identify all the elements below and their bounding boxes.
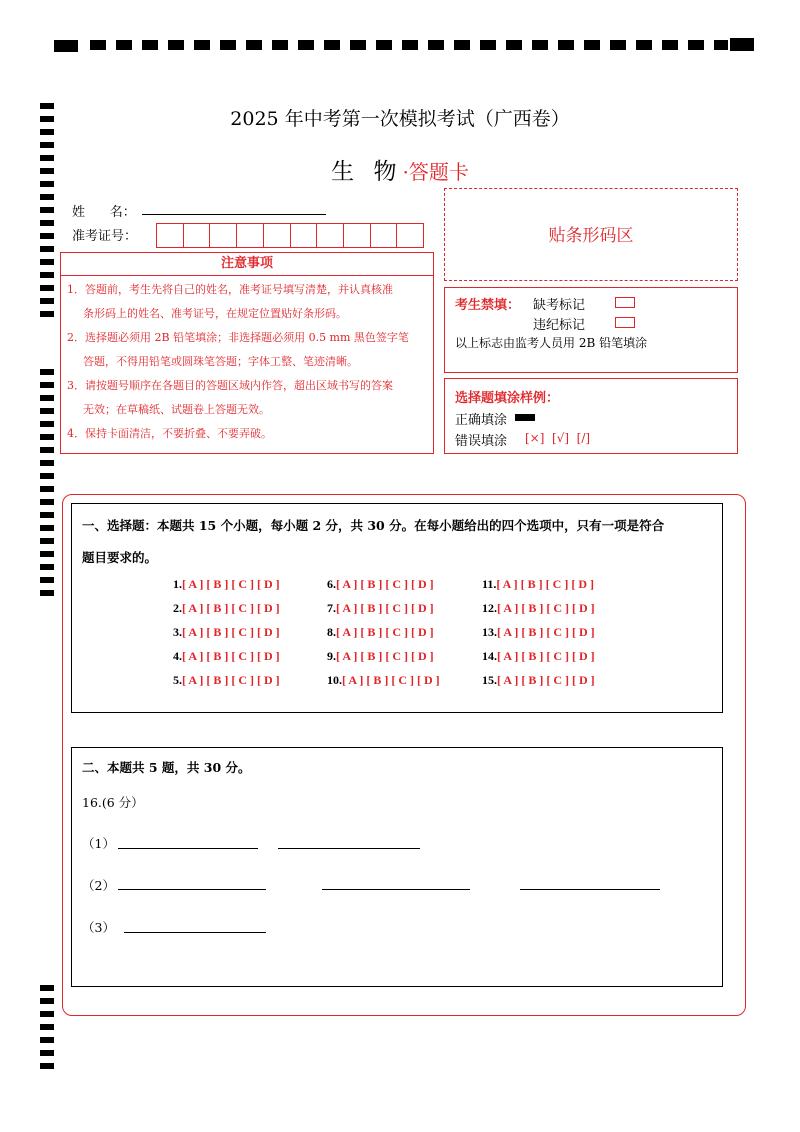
absent-label: 缺考标记 [533, 298, 586, 313]
choice-options[interactable]: [ A ] [ B ] [ C ] [ D ] [336, 649, 434, 663]
note-line: 3．请按题号顺序在各题目的答题区域内作答，超出区域书写的答案 [67, 379, 393, 392]
question-number: 11. [482, 577, 497, 591]
id-digit-box[interactable] [237, 224, 264, 247]
choice-options[interactable]: [ A ] [ B ] [ C ] [ D ] [182, 601, 280, 615]
id-digit-box[interactable] [291, 224, 318, 247]
note-line: 无效；在草稿纸、试题卷上答题无效。 [83, 403, 270, 416]
id-digit-box[interactable] [157, 224, 184, 247]
question-row[interactable] [327, 673, 440, 688]
part-2-label: （2） [82, 878, 115, 893]
wrong-label: 错误填涂 [455, 434, 508, 449]
forbidden-box [444, 287, 738, 373]
question-number: 2. [173, 601, 182, 615]
note-line: 4．保持卡面清洁，不要折叠、不要弄破。 [67, 427, 272, 440]
note-line: 1．答题前，考生先将自己的姓名，准考证号填写清楚，并认真核准 [67, 283, 393, 296]
question-number: 13. [482, 625, 497, 639]
correct-fill-sample [515, 414, 535, 421]
exam-id-label: 准考证号： [72, 229, 138, 244]
answer-line[interactable] [124, 932, 266, 933]
question-number: 9. [327, 649, 336, 663]
section-written [71, 747, 723, 987]
question-row[interactable] [327, 625, 434, 640]
answer-line[interactable] [520, 889, 660, 890]
section1-instruction-1: 一、选择题：本题共 15 个小题，每小题 2 分，共 30 分。在每小题给出的四个选项中，只有一项是符合 [82, 518, 665, 533]
answer-line[interactable] [278, 848, 420, 849]
question-number: 1. [173, 577, 182, 591]
exam-title: 2025 年中考第一次模拟考试（广西卷） [230, 108, 570, 130]
section1-instruction-2: 题目要求的。 [82, 550, 158, 565]
barcode-label: 贴条形码区 [548, 226, 634, 246]
question-row[interactable] [173, 577, 280, 592]
choice-options[interactable]: [ A ] [ B ] [ C ] [ D ] [497, 649, 595, 663]
name-field[interactable] [142, 214, 326, 215]
note-line: 2．选择题必须用 2B 铅笔填涂；非选择题必须用 0.5 mm 黑色签字笔 [67, 331, 409, 344]
question-row[interactable] [482, 649, 595, 664]
question-row[interactable] [482, 601, 595, 616]
section-choice [71, 503, 723, 713]
exam-id-boxes[interactable] [156, 223, 424, 248]
choice-options[interactable]: [ A ] [ B ] [ C ] [ D ] [182, 649, 280, 663]
id-digit-box[interactable] [184, 224, 211, 247]
question-row[interactable] [482, 625, 595, 640]
choice-options[interactable]: [ A ] [ B ] [ C ] [ D ] [497, 673, 595, 687]
choice-options[interactable]: [ A ] [ B ] [ C ] [ D ] [336, 625, 434, 639]
choice-options[interactable]: [ A ] [ B ] [ C ] [ D ] [182, 625, 280, 639]
choice-options[interactable]: [ A ] [ B ] [ C ] [ D ] [496, 577, 594, 591]
choice-options[interactable]: [ A ] [ B ] [ C ] [ D ] [336, 577, 434, 591]
choice-options[interactable]: [ A ] [ B ] [ C ] [ D ] [336, 601, 434, 615]
question-row[interactable] [327, 601, 434, 616]
question-row[interactable] [482, 673, 595, 688]
question-number: 7. [327, 601, 336, 615]
id-digit-box[interactable] [371, 224, 398, 247]
section2-title: 二、本题共 5 题，共 30 分。 [82, 760, 251, 775]
question-row[interactable] [327, 577, 434, 592]
name-label: 姓 名： [72, 205, 136, 220]
question-number: 4. [173, 649, 182, 663]
question-row[interactable] [327, 649, 434, 664]
note-line: 答题，不得用铅笔或圆珠笔答题；字体工整、笔迹清晰。 [83, 355, 358, 368]
id-digit-box[interactable] [264, 224, 291, 247]
question-number: 12. [482, 601, 497, 615]
sample-box [444, 378, 738, 454]
notes-box [60, 252, 434, 454]
id-digit-box[interactable] [210, 224, 237, 247]
question-number: 5. [173, 673, 182, 687]
subject-title [0, 153, 800, 186]
choice-options[interactable]: [ A ] [ B ] [ C ] [ D ] [342, 673, 440, 687]
answer-line[interactable] [118, 889, 266, 890]
id-digit-box[interactable] [317, 224, 344, 247]
answer-line[interactable] [322, 889, 470, 890]
violation-mark-box[interactable] [615, 317, 635, 328]
choice-options[interactable]: [ A ] [ B ] [ C ] [ D ] [497, 625, 595, 639]
absent-mark-box[interactable] [615, 297, 635, 308]
wrong-samples: [×] [√] [/] [525, 431, 591, 445]
question-row[interactable] [482, 577, 594, 592]
question-row[interactable] [173, 673, 280, 688]
question-number: 15. [482, 673, 497, 687]
correct-label: 正确填涂 [455, 413, 508, 428]
subject-name: 生 物 [331, 159, 403, 185]
part-1-label: （1） [82, 836, 115, 851]
answer-line[interactable] [118, 848, 258, 849]
sample-title: 选择题填涂样例： [455, 391, 560, 406]
violation-label: 违纪标记 [533, 318, 586, 333]
forbidden-note: 以上标志由监考人员用 2B 铅笔填涂 [455, 336, 648, 350]
choice-options[interactable]: [ A ] [ B ] [ C ] [ D ] [182, 577, 280, 591]
question-row[interactable] [173, 625, 280, 640]
question-16-label: 16.(6 分） [82, 795, 144, 810]
question-number: 8. [327, 625, 336, 639]
notes-title: 注意事项 [61, 253, 433, 276]
question-number: 10. [327, 673, 342, 687]
question-number: 14. [482, 649, 497, 663]
question-row[interactable] [173, 601, 280, 616]
forbidden-title: 考生禁填： [455, 298, 521, 313]
question-number: 6. [327, 577, 336, 591]
barcode-area [444, 188, 738, 281]
part-3-label: （3） [82, 920, 115, 935]
answer-card-label: ·答题卡 [402, 160, 469, 184]
choice-options[interactable]: [ A ] [ B ] [ C ] [ D ] [497, 601, 595, 615]
choice-options[interactable]: [ A ] [ B ] [ C ] [ D ] [182, 673, 280, 687]
question-number: 3. [173, 625, 182, 639]
question-row[interactable] [173, 649, 280, 664]
id-digit-box[interactable] [397, 224, 423, 247]
id-digit-box[interactable] [344, 224, 371, 247]
note-line: 条形码上的姓名、准考证号，在规定位置贴好条形码。 [83, 307, 347, 320]
